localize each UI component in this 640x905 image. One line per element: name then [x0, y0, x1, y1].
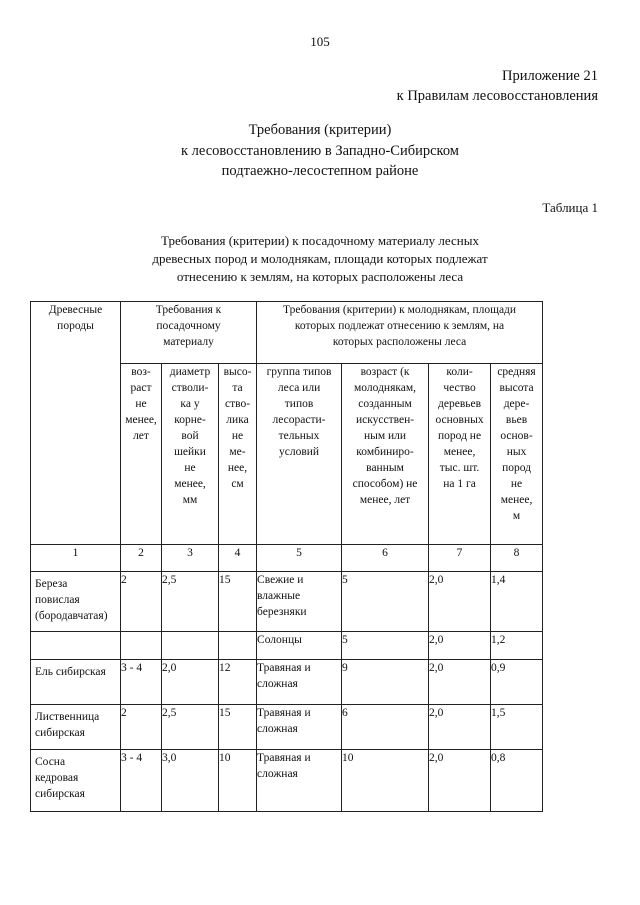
- cell-line: сложная: [257, 723, 298, 735]
- cell-line: материалу: [163, 336, 214, 348]
- species-cell: [31, 750, 121, 812]
- cell-line: способом) не: [352, 478, 418, 490]
- cell-line: искусствен-: [355, 414, 415, 426]
- caption-line: отнесению к землям, на которых расположены леса: [176, 269, 464, 284]
- cell-line: лика: [226, 414, 249, 426]
- average-height-cell: 1,4: [491, 572, 543, 632]
- cell-line: возраст (к: [360, 366, 410, 378]
- cell-line: Свежие и: [257, 574, 304, 586]
- cell-line: вьев: [505, 414, 528, 426]
- cell-line: на 1 га: [443, 478, 476, 490]
- species-cell: [31, 572, 121, 632]
- cell-line: Лиственница: [35, 711, 100, 723]
- cell-line: нее,: [227, 462, 248, 474]
- forest-type-cell: [257, 660, 342, 705]
- requirements-table: [30, 301, 543, 812]
- cell-line: сложная: [257, 678, 298, 690]
- cell-line: ных: [506, 446, 527, 458]
- tree-count-cell: 2,0: [429, 705, 491, 750]
- average-height-cell: 1,5: [491, 705, 543, 750]
- cell-line: которых подлежат отнесению к землям, на: [294, 320, 505, 332]
- cell-line: сибирская: [35, 727, 85, 739]
- diameter-cell: 2,5: [162, 572, 219, 632]
- header-planting-material: [121, 302, 257, 364]
- diameter-cell: 2,0: [162, 660, 219, 705]
- average-height-cell: 1,2: [491, 632, 543, 660]
- cell-line: см: [231, 478, 244, 490]
- cell-line: типов: [284, 398, 314, 410]
- cell-line: дере-: [503, 398, 530, 410]
- appendix-line: к Правилам лесовосстановления: [396, 88, 598, 104]
- average-height-cell: 0,8: [491, 750, 543, 812]
- header-forest-type-group: [257, 364, 342, 545]
- column-number: 2: [121, 545, 162, 572]
- column-number: 1: [31, 545, 121, 572]
- cell-line: средняя: [497, 366, 536, 378]
- seedling-age-cell: 3 - 4: [121, 750, 162, 812]
- cell-line: сложная: [257, 768, 298, 780]
- cell-line: корне-: [174, 414, 206, 426]
- average-height-cell: 0,9: [491, 660, 543, 705]
- cell-line: высота: [499, 382, 534, 394]
- cell-line: которых расположены леса: [332, 336, 467, 348]
- cell-line: Требования (критерии) к молоднякам, площади: [283, 304, 517, 316]
- header-species: [31, 302, 121, 545]
- seedling-age-cell: 2: [121, 572, 162, 632]
- young-stand-age-cell: 5: [342, 572, 429, 632]
- column-number: 4: [219, 545, 257, 572]
- cell-line: не: [231, 430, 244, 442]
- cell-line: ство-: [224, 398, 251, 410]
- header-young-stand-age: [342, 364, 429, 545]
- tree-count-cell: 2,0: [429, 660, 491, 705]
- title-line: подтаежно-лесостепном районе: [221, 163, 419, 179]
- cell-line: чество: [443, 382, 476, 394]
- column-numbers-row: [31, 545, 543, 572]
- table-number: Таблица 1: [542, 200, 598, 215]
- table-caption: [0, 232, 640, 286]
- table-row: [31, 572, 543, 632]
- tree-count-cell: 2,0: [429, 750, 491, 812]
- table-row: [31, 705, 543, 750]
- forest-type-cell: [257, 572, 342, 632]
- cell-line: воз-: [131, 366, 151, 378]
- young-stand-age-cell: 10: [342, 750, 429, 812]
- species-cell: [31, 660, 121, 705]
- cell-line: менее,: [443, 446, 476, 458]
- cell-line: Солонцы: [257, 634, 302, 646]
- cell-line: (бородавчатая): [35, 610, 108, 622]
- header-young-stands: [257, 302, 543, 364]
- header-tree-count: [429, 364, 491, 545]
- cell-line: коли-: [446, 366, 473, 378]
- cell-line: не: [510, 478, 523, 490]
- forest-type-cell: [257, 750, 342, 812]
- cell-line: группа типов: [266, 366, 332, 378]
- seedling-age-cell: 2: [121, 705, 162, 750]
- header-average-height: [491, 364, 543, 545]
- stem-height-cell: 12: [219, 660, 257, 705]
- cell-line: созданным: [358, 398, 412, 410]
- young-stand-age-cell: 9: [342, 660, 429, 705]
- header-row: [31, 302, 543, 364]
- appendix-line: Приложение 21: [502, 68, 598, 84]
- column-number: 3: [162, 545, 219, 572]
- seedling-age-cell: 3 - 4: [121, 660, 162, 705]
- cell-line: тыс. шт.: [439, 462, 480, 474]
- cell-line: Требования к: [155, 304, 222, 316]
- cell-line: тельных: [278, 430, 320, 442]
- column-number: 5: [257, 545, 342, 572]
- cell-line: менее,: [125, 414, 157, 426]
- cell-line: лет: [133, 430, 149, 442]
- cell-line: менее,: [174, 478, 206, 490]
- cell-line: та: [232, 382, 243, 394]
- stem-height-cell: 15: [219, 572, 257, 632]
- cell-line: Древесные: [48, 304, 103, 316]
- young-stand-age-cell: 6: [342, 705, 429, 750]
- title-line: Требования (критерии): [248, 122, 392, 138]
- cell-line: леса или: [277, 382, 321, 394]
- cell-line: шейки: [174, 446, 206, 458]
- species-cell: [31, 705, 121, 750]
- caption-line: древесных пород и молоднякам, площади которых подлежат: [152, 251, 488, 266]
- header-stem-height: [219, 364, 257, 545]
- cell-line: менее,: [500, 494, 533, 506]
- page-number: 105: [310, 34, 330, 49]
- forest-type-cell: [257, 705, 342, 750]
- header-root-collar-diameter: [162, 364, 219, 545]
- cell-line: Травяная и: [257, 662, 311, 674]
- cell-line: ка у: [180, 398, 200, 410]
- cell-line: пород: [502, 462, 531, 474]
- cell-line: Сосна: [35, 756, 66, 768]
- cell-line: сибирская: [35, 788, 85, 800]
- stem-height-cell: [219, 632, 257, 660]
- cell-line: посадочному: [156, 320, 221, 332]
- header-seedling-age: [121, 364, 162, 545]
- cell-line: комбиниро-: [356, 446, 414, 458]
- column-number: 6: [342, 545, 429, 572]
- cell-line: стволи-: [171, 382, 209, 394]
- cell-line: ванным: [366, 462, 404, 474]
- document-title: [0, 120, 640, 182]
- table-row: [31, 660, 543, 705]
- title-line: к лесовосстановлению в Западно-Сибирском: [181, 142, 459, 159]
- cell-line: кедровая: [35, 772, 79, 784]
- cell-line: Береза: [35, 578, 68, 590]
- cell-line: Ель сибирская: [35, 666, 106, 678]
- column-number: 7: [429, 545, 491, 572]
- cell-line: породы: [57, 320, 94, 332]
- seedling-age-cell: [121, 632, 162, 660]
- cell-line: высо-: [223, 366, 252, 378]
- table-row: [31, 750, 543, 812]
- cell-line: ме-: [229, 446, 246, 458]
- cell-line: условий: [278, 446, 320, 458]
- appendix-reference: [397, 66, 598, 106]
- cell-line: влажные: [257, 590, 301, 602]
- cell-line: лесорасти-: [272, 414, 326, 426]
- cell-line: повислая: [35, 594, 80, 606]
- diameter-cell: 2,5: [162, 705, 219, 750]
- cell-line: пород не: [438, 430, 482, 442]
- forest-type-cell: [257, 632, 342, 660]
- cell-line: березняки: [257, 606, 307, 618]
- cell-line: основ-: [500, 430, 533, 442]
- cell-line: Травяная и: [257, 707, 311, 719]
- cell-line: ным или: [363, 430, 407, 442]
- cell-line: не: [135, 398, 147, 410]
- species-cell: [31, 632, 121, 660]
- cell-line: основных: [435, 414, 484, 426]
- tree-count-cell: 2,0: [429, 632, 491, 660]
- diameter-cell: 3,0: [162, 750, 219, 812]
- cell-line: не: [184, 462, 196, 474]
- young-stand-age-cell: 5: [342, 632, 429, 660]
- cell-line: менее, лет: [359, 494, 411, 506]
- caption-line: Требования (критерии) к посадочному материалу лесных: [161, 233, 479, 248]
- diameter-cell: [162, 632, 219, 660]
- cell-line: деревьев: [438, 398, 482, 410]
- stem-height-cell: 10: [219, 750, 257, 812]
- stem-height-cell: 15: [219, 705, 257, 750]
- cell-line: Травяная и: [257, 752, 311, 764]
- tree-count-cell: 2,0: [429, 572, 491, 632]
- column-number: 8: [491, 545, 543, 572]
- cell-line: вой: [181, 430, 199, 442]
- cell-line: раст: [130, 382, 152, 394]
- cell-line: мм: [182, 494, 198, 506]
- cell-line: молоднякам,: [354, 382, 417, 394]
- cell-line: м: [512, 510, 521, 522]
- table-row: [31, 632, 543, 660]
- cell-line: диаметр: [169, 366, 211, 378]
